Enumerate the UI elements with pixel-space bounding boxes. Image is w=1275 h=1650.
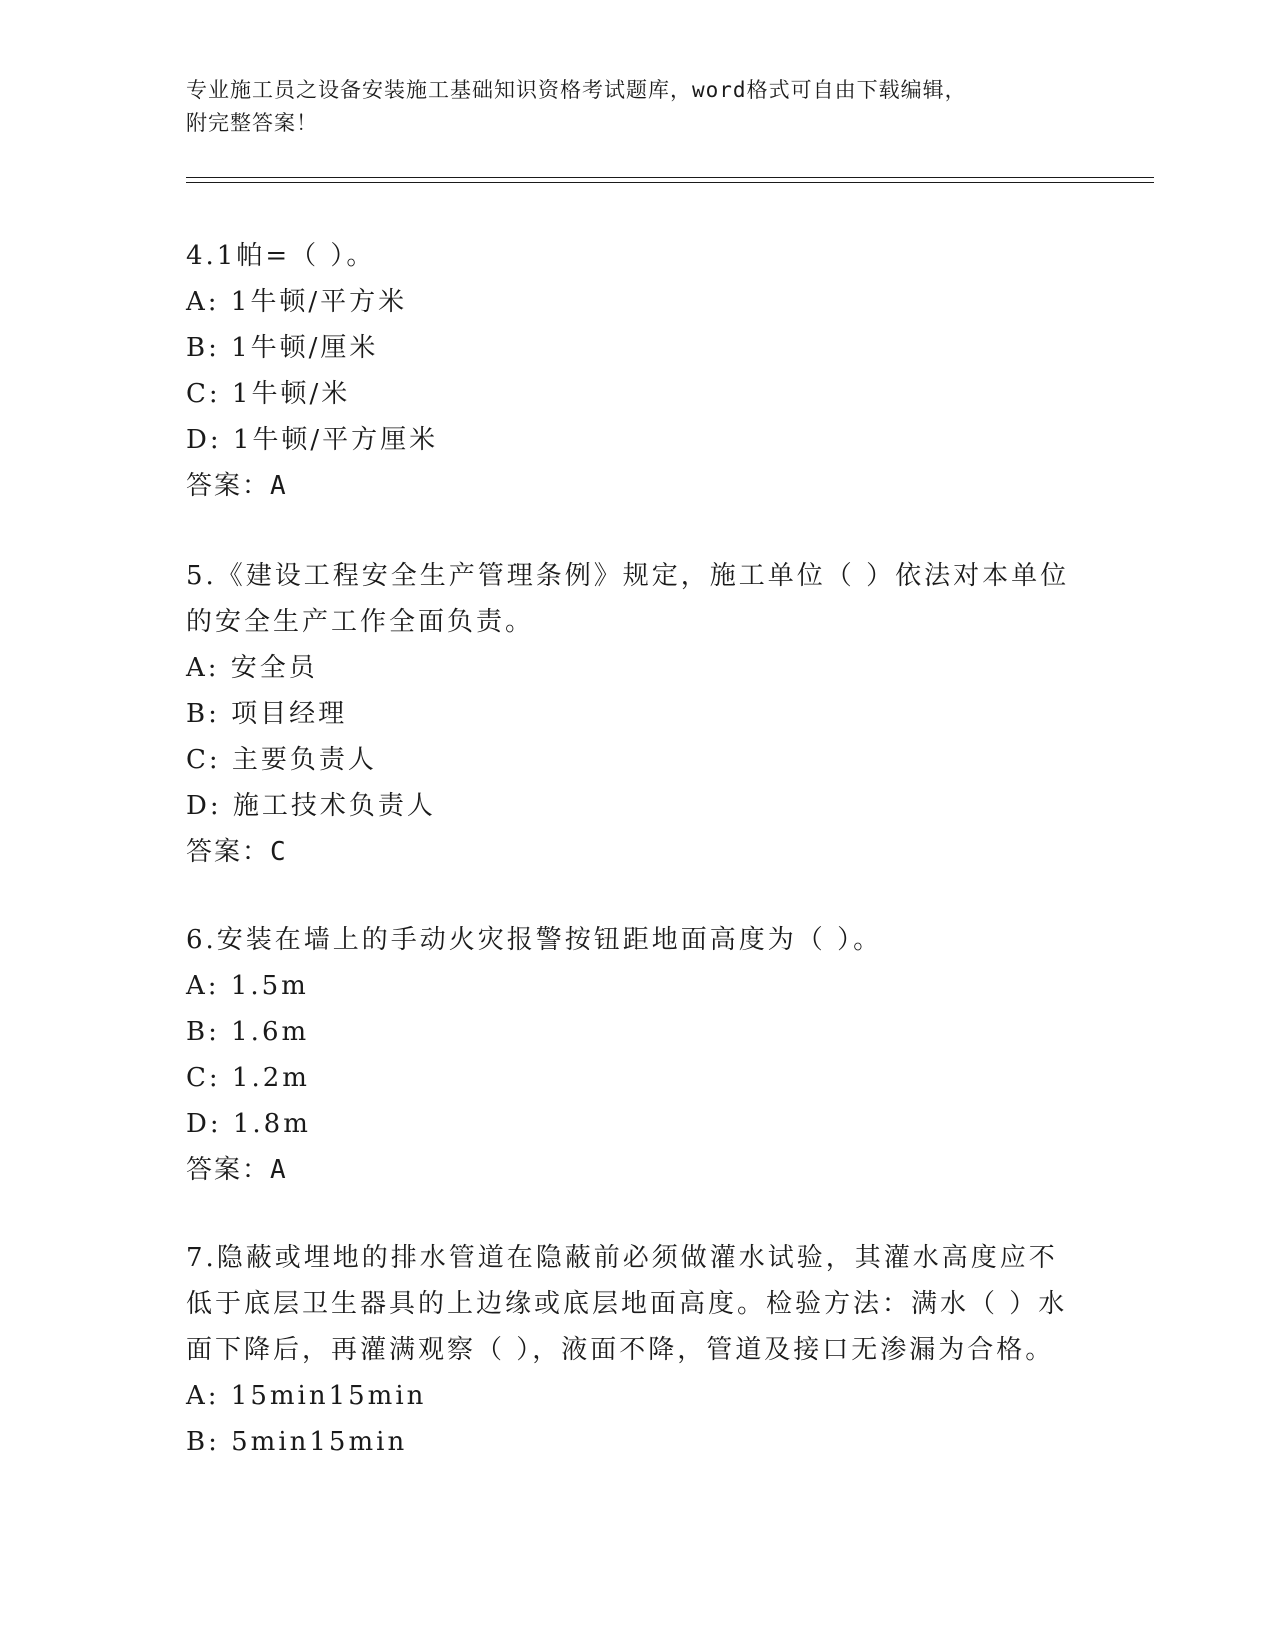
option-d: D: 施工技术负责人 [186,791,436,821]
option-d: D: 1.8m [186,1109,311,1139]
document-header [186,74,1086,140]
answer-line [186,829,1086,875]
question-text: 7.隐蔽或埋地的排水管道在隐蔽前必须做灌水试验，其灌水高度应不 [186,1243,1058,1273]
question-text: 面下降后，再灌满观察（ ），液面不降，管道及接口无渗漏为合格。 [186,1335,1055,1365]
option-b: B: 项目经理 [186,699,348,729]
option-d: D: 1牛顿/平方厘米 [186,425,439,455]
option-a: A: 1.5m [186,971,309,1001]
question-text: 的安全生产工作全面负责。 [186,607,535,637]
option-c: C: 1牛顿/米 [186,379,351,409]
option-a: A: 安全员 [186,653,318,683]
question-block [186,1235,1086,1465]
question-block [186,553,1086,875]
question-text: 4.1帕=（ ）。 [186,241,376,271]
answer-value: A [270,471,286,501]
answer-label: 答案： [186,471,271,501]
answer-value: A [270,1155,286,1185]
question-text: 5.《建设工程安全生产管理条例》规定，施工单位（ ）依法对本单位 [186,561,1070,591]
answer-label: 答案： [186,1155,271,1185]
option-b: B: 1牛顿/厘米 [186,333,379,363]
header-line: 专业施工员之设备安装施工基础知识资格考试题库，word格式可自由下载编辑， [186,78,967,102]
answer-label: 答案： [186,837,271,867]
question-text: 6.安装在墙上的手动火灾报警按钮距地面高度为（ ）。 [186,925,883,955]
header-divider [186,182,1154,183]
option-c: C: 1.2m [186,1063,310,1093]
answer-line [186,1147,1086,1193]
option-b: B: 1.6m [186,1017,310,1047]
answer-line [186,463,1086,509]
option-a: A: 15min15min [186,1381,427,1411]
option-b: B: 5min15min [186,1427,408,1457]
answer-value: C [270,837,286,867]
option-a: A: 1牛顿/平方米 [186,287,408,317]
header-divider [186,177,1154,178]
header-line: 附完整答案！ [186,111,318,135]
question-block [186,917,1086,1193]
question-text: 低于底层卫生器具的上边缘或底层地面高度。检验方法：满水（ ）水 [186,1289,1068,1319]
option-c: C: 主要负责人 [186,745,377,775]
question-block [186,233,1086,509]
